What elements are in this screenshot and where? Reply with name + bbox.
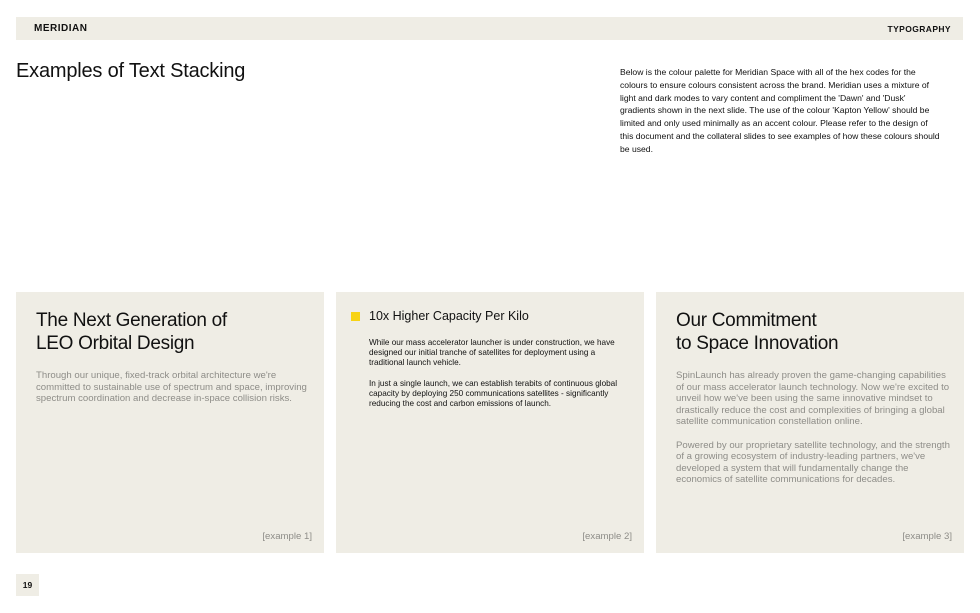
example-card-3 <box>656 292 964 553</box>
intro-paragraph: Below is the colour palette for Meridian Space with all of the hex codes for the colours to ensure colours consistent across the brand. Meridian uses a mixture of light and dark modes to vary content and compliment the 'Dawn' and 'Dusk' gradients shown in the next slide. The use of the colour 'Kapton Yellow' should be limited and only used minimally as an accent colour. Please refer to the design of this document and the collateral slides to see examples of how these colours should be used. <box>620 67 940 154</box>
page-title: Examples of Text Stacking <box>16 60 246 82</box>
brand-logo-text: MERIDIAN <box>34 23 88 34</box>
example-card-1 <box>16 292 324 553</box>
card-subhead: 10x Higher Capacity Per Kilo <box>369 309 529 323</box>
card-body <box>676 370 951 486</box>
example-label: [example 1] <box>262 531 312 542</box>
header-bar <box>16 17 963 40</box>
card-body: Through our unique, fixed-track orbital architecture we're committed to sustainable use of spectrum and space, improving spectrum coordination and decrease in-space collision risks. <box>36 370 307 404</box>
card-paragraph: In just a single launch, we can establish terabits of continuous global capacity by deploying 250 communications satellites - significantly reducing the cost and carbon emissions of launch. <box>369 378 618 409</box>
section-label: TYPOGRAPHY <box>887 23 951 34</box>
card-heading-line: to Space Innovation <box>676 333 839 354</box>
example-label: [example 3] <box>902 531 952 542</box>
card-heading-line: LEO Orbital Design <box>36 333 195 354</box>
card-paragraph: While our mass accelerator launcher is under construction, we have designed our initial tranche of satellites for deployment using a traditional launch vehicle. <box>369 338 615 368</box>
card-paragraph: Powered by our proprietary satellite technology, and the strength of a growing ecosystem of industry-leading partners, we've developed a system that will fundamentally change the economics of satellite communications for decades. <box>676 439 950 485</box>
page-number: 19 <box>16 574 39 596</box>
example-card-2 <box>336 292 644 553</box>
card-body <box>369 338 624 409</box>
card-paragraph: SpinLaunch has already proven the game-changing capabilities of our mass accelerator launch technology. Now we're excited to unveil how we've been using the same innovative mindset to drastically reduce the cost and complexities of bringing a global satellite communication constellation online. <box>676 370 950 427</box>
accent-square-icon <box>351 312 360 321</box>
card-heading <box>676 309 946 355</box>
card-heading-line: Our Commitment <box>676 310 817 331</box>
subhead-row <box>351 309 529 323</box>
example-label: [example 2] <box>582 531 632 542</box>
card-heading <box>36 309 306 355</box>
card-heading-line: The Next Generation of <box>36 310 227 331</box>
